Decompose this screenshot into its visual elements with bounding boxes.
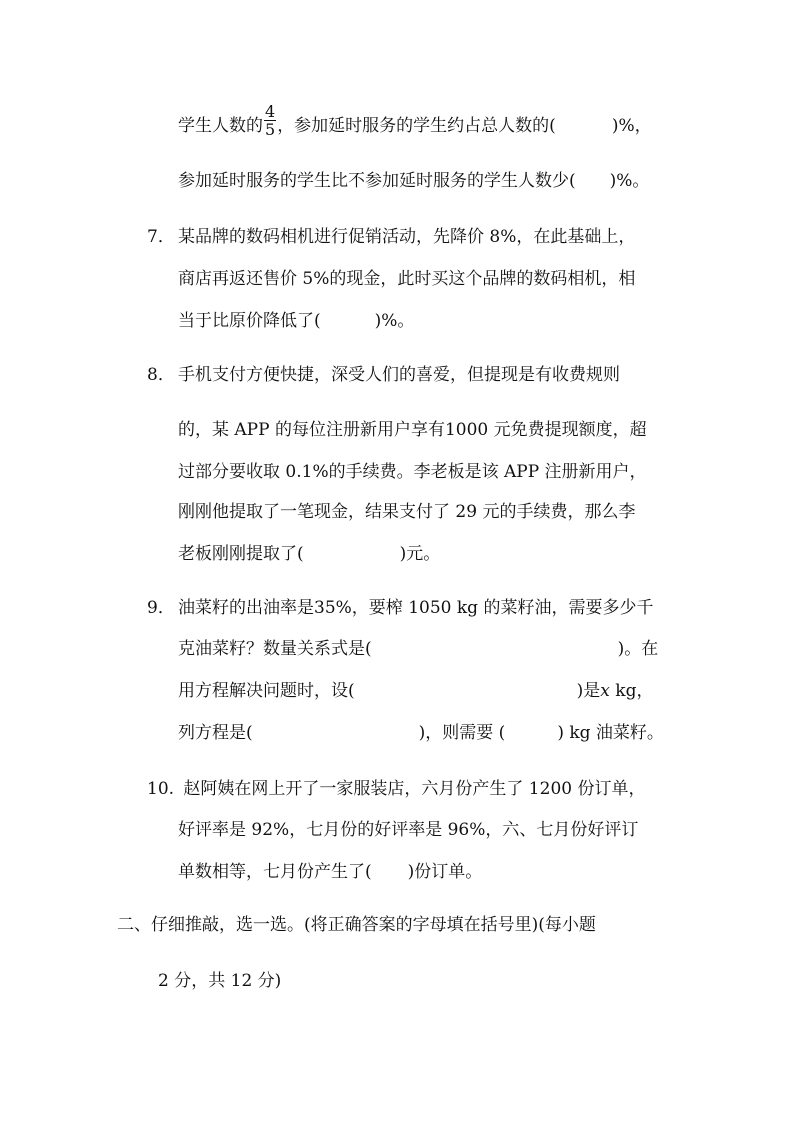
q9-line-4 [178,722,664,744]
q9-text: 油菜籽的出油率是35%，要榨 1050 kg 的菜籽油，需要多少千 [178,598,654,618]
q8-text: 手机支付方便快捷，深受人们的喜爱，但提现是有收费规则 [178,365,620,385]
q9-text: ) kg 油菜籽。 [557,723,664,743]
q8-text: )元。 [399,544,441,564]
q9-line-1 [147,597,653,619]
q6-text: )%。 [609,171,650,191]
q9-line-3 [178,680,653,702]
question-number: 9． [147,598,175,618]
section-heading-text: 2 分，共 12 分) [158,971,282,991]
q7-text: )%。 [374,311,415,331]
q8-text: 的，某 APP 的每位注册新用户享有1000 元免费提现额度，超 [178,420,647,440]
q9-text: 用方程解决问题时，设( [178,681,355,701]
q6-text: )%， [611,116,652,136]
q7-text: 商店再返还售价 5%的现金，此时买这个品牌的数码相机，相 [178,269,636,289]
q10-text: 单数相等，七月份产生了( [178,862,372,882]
q7-line-2 [178,268,635,290]
q8-line-3 [178,461,647,483]
fraction-denominator: 5 [265,120,276,139]
q10-text: 赵阿姨在网上开了一家服装店，六月份产生了 1200 份订单， [178,779,646,799]
q10-line-1 [147,778,645,800]
fraction-four-fifths [264,103,276,138]
q8-line-2 [178,419,647,441]
q9-line-2 [178,638,658,660]
q6-line-1 [178,102,652,139]
q9-text: )，则需要 ( [418,723,506,743]
q8-text: 刚刚他提取了一笔现金，结果支付了 29 元的手续费，那么李 [178,502,636,522]
q8-line-5 [178,543,440,565]
q7-line-1 [147,226,635,248]
q9-text: kg， [609,681,654,701]
variable-x: x [600,681,610,701]
q6-line-2 [178,170,649,192]
q10-text: )份订单。 [407,862,483,882]
section-2-heading [117,914,596,936]
q6-text: 参加延时服务的学生比不参加延时服务的学生人数少( [178,171,576,191]
question-number: 8． [147,365,175,385]
q9-text: )是 [576,681,601,701]
q10-text: 好评率是 92%，七月份的好评率是 96%，六、七月份好评订 [178,820,639,840]
q8-text: 过部分要收取 0.1%的手续费。李老板是该 APP 注册新用户， [178,462,647,482]
q8-line-1 [147,364,620,386]
q8-line-4 [178,501,635,523]
q7-text: 当于比原价降低了( [178,311,321,331]
question-number: 10. [147,779,175,799]
q7-text: 某品牌的数码相机进行促销活动，先降价 8%，在此基础上， [178,227,636,247]
q6-text: 学生人数的 [178,116,263,136]
section-2-heading-cont [158,970,281,992]
q9-text: )。在 [617,639,659,659]
question-number: 7． [147,227,175,247]
fraction-numerator: 4 [265,102,276,121]
q10-line-3 [178,861,482,883]
q7-line-3 [178,310,414,332]
q9-text: 克油菜籽？数量关系式是( [178,639,372,659]
q6-text: ，参加延时服务的学生约占总人数的( [277,116,556,136]
section-heading-text: 二、仔细推敲，选一选。(将正确答案的字母填在括号里)(每小题 [117,915,596,935]
q10-line-2 [178,819,638,841]
q9-text: 列方程是( [178,723,253,743]
q8-text: 老板刚刚提取了( [178,544,304,564]
